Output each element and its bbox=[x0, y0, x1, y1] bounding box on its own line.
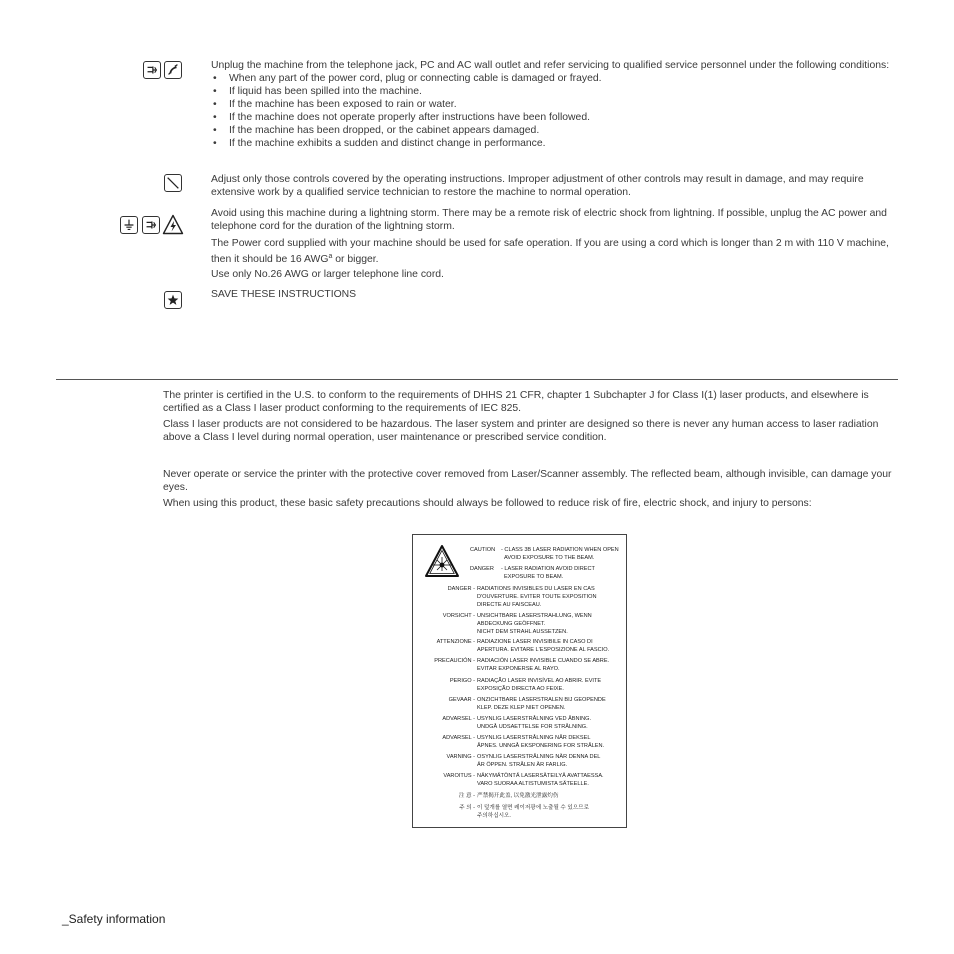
phone-icon bbox=[164, 61, 182, 79]
lightning-text: Avoid using this machine during a lightning storm. There may be a remote risk of electric shock from lightning. If possible, unplug the AC power and telephone cord for the duration of the lightning storm. bbox=[211, 208, 887, 232]
section-divider bbox=[56, 379, 898, 380]
list-item: • When any part of the power cord, plug or connecting cable is damaged or frayed. bbox=[211, 72, 901, 85]
list-item: • If the machine exhibits a sudden and distinct change in performance. bbox=[211, 137, 901, 150]
adjust-block bbox=[211, 173, 901, 199]
laser-certification-text: The printer is certified in the U.S. to conform to the requirements of DHHS 21 CFR, chapter 1 Subchapter J for Class I(1) laser products, and elsewhere is certified as a Class I laser product conforming to the requirements of IEC 825. bbox=[163, 390, 869, 414]
lightning-hazard-icon bbox=[162, 214, 184, 235]
adjust-text: Adjust only those controls covered by the operating instructions. Improper adjustment of other controls may result in damage, and may require extensive work by a qualified service technician to restore the machine to normal operation. bbox=[211, 174, 864, 198]
footnote-marker: a bbox=[328, 253, 333, 260]
plug-icon bbox=[142, 216, 160, 234]
list-item: • If the machine has been dropped, or the cabinet appears damaged. bbox=[211, 124, 901, 137]
laser-warning-label: CAUTION - CLASS 3B LASER RADIATION WHEN OPEN AVOID EXPOSURE TO THE BEAM. DANGER - LASER RADIATION AVOID DIRECT EXPOSURE TO BEAM. DANGER - RADIATIONS INVISIBLES DU LASER EN CAS D'OUVERTURE. EVITER TOUTE EXPOSITION DIRECTE AU FAISCEAU. VORSICHT - UNSICHTBARE LASERSTRAHLUNG, WENN ABDECKUNG GEÖFFNET. NICHT DEM STRAHL AUSSETZEN. ATTENZIONE - RADIAZIONE LASER INVISIBILE IN CASO DI APERTURA. EVITARE L'ESPOSIZIONE AL FASCIO. PRECAUCIÓN - RADIACIÓN LASER INVISIBLE CUANDO SE ABRE. EVITAR EXPONERSE AL RAYO. PERIGO - RADIAÇÃO LASER INVISÍVEL AO ABRIR. EVITE EXPOSIÇÃO DIRECTA AO FEIXE. GEVAAR - ONZICHTBARE LASERSTRALEN BIJ GEOPENDE KLEP. DEZE KLEP NIET OPENEN. ADVARSEL - USYNLIG LASERSTRÅLNING VED ÅBNING. UNDGÅ UDSAETTELSE FOR STRÅLNING. ADVARSEL - USYNLIG LASERSTRÅLNING NÅR DEKSEL ÅPNES. UNNGÅ EKSPONERING FOR STRÅLEN. VARNING - OSYNLIG LASERSTRÅLNING NÄR DENNA DEL ÄR ÖPPEN. STRÅLEN ÄR FARLIG. VAROITUS - NÄKYMÄTÖNTÄ LASERSÄTEILYÄ AVATTAESSA. VARO SUORAA ALTISTUMISTA SÄTEELLE. 注 意 - 严禁揭开此盖, 以免激光泄露灼伤 주 의 - 이 덮개를 열면 레이저광에 노출될 수 있으므로 주의하십시오. bbox=[412, 534, 627, 828]
lightning-block bbox=[211, 207, 901, 281]
list-item: • If liquid has been spilled into the machine. bbox=[211, 85, 901, 98]
laser-warning-text: Never operate or service the printer with the protective cover removed from Laser/Scanner assembly. The reflected beam, although invisible, can damage your eyes. bbox=[163, 469, 892, 493]
precautions-text: When using this product, these basic safety precautions should always be followed to reduce risk of fire, electric shock, and injury to persons: bbox=[163, 498, 812, 509]
telephone-cord-text: Use only No.26 AWG or larger telephone line cord. bbox=[211, 269, 444, 280]
save-block bbox=[211, 288, 901, 301]
laser-class-text: Class I laser products are not considered to be hazardous. The laser system and printer are designed so there is never any human access to laser radiation above a Class I level during normal operation, user maintenance or prescribed service condition. bbox=[163, 419, 879, 443]
laser-section bbox=[163, 389, 901, 510]
save-instructions-text: SAVE THESE INSTRUCTIONS bbox=[211, 289, 357, 300]
unplug-block bbox=[211, 59, 901, 150]
list-item: • If the machine does not operate properly after instructions have been followed. bbox=[211, 111, 901, 124]
list-item: • If the machine has been exposed to rain or water. bbox=[211, 98, 901, 111]
unplug-conditions-list bbox=[211, 72, 901, 150]
laser-hazard-icon bbox=[424, 544, 460, 580]
unplug-intro: Unplug the machine from the telephone jack, PC and AC wall outlet and refer servicing to qualified service personnel under the following conditions: bbox=[211, 60, 890, 71]
star-icon bbox=[164, 291, 182, 309]
plug-icon bbox=[143, 61, 161, 79]
power-cord-text: The Power cord supplied with your machine should be used for safe operation. If you are using a cord which is longer than 2 m with 110 V machine, then it should be 16 AWG$^a$ or bigger. bbox=[211, 238, 889, 265]
page-footer: _Safety information bbox=[62, 912, 166, 926]
ground-icon bbox=[120, 216, 138, 234]
no-adjust-icon bbox=[164, 174, 182, 192]
